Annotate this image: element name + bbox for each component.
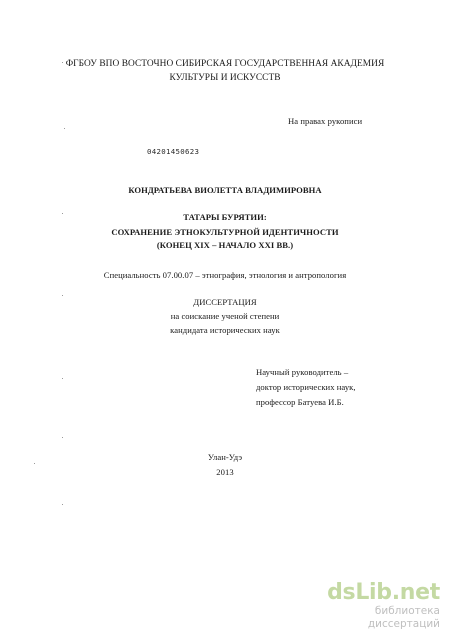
degree-purpose-line-2: кандидата исторических наук: [170, 325, 280, 335]
thesis-title-line-3: (КОНЕЦ XIX – НАЧАЛО XXI ВВ.): [156, 240, 294, 250]
watermark: [318, 581, 440, 631]
watermark-subtitle: библиотека диссертаций: [367, 605, 440, 630]
institution-name-line-1: ФГБОУ ВПО ВОСТОЧНО СИБИРСКАЯ ГОСУДАРСТВЕННАЯ АКАДЕМИЯ: [65, 59, 385, 69]
supervisor-line-3: профессор Батуева И.Б.: [256, 397, 344, 407]
scan-speck: [62, 437, 63, 438]
scan-speck: [62, 378, 63, 379]
dissertation-label: ДИССЕРТАЦИЯ: [193, 297, 257, 307]
thesis-title-line-1: ТАТАРЫ БУРЯТИИ:: [183, 212, 267, 222]
registration-stamp-number: 04201450623: [147, 147, 200, 156]
institution-name-line-2: КУЛЬТУРЫ И ИСКУССТВ: [169, 73, 281, 83]
thesis-title-line-2: СОХРАНЕНИЕ ЭТНОКУЛЬТУРНОЙ ИДЕНТИЧНОСТИ: [111, 227, 339, 237]
scan-speck: [34, 463, 35, 464]
manuscript-note: На правах рукописи: [288, 116, 363, 126]
scan-speck: [62, 504, 63, 505]
supervisor-line-1: Научный руководитель –: [256, 367, 349, 377]
supervisor-line-2: доктор исторических наук,: [256, 382, 356, 392]
publication-year: 2013: [216, 467, 234, 477]
publication-place: Улан-Удэ: [207, 452, 243, 462]
scan-speck: [62, 62, 63, 63]
scan-speck: [64, 128, 65, 129]
scan-speck: [62, 295, 63, 296]
specialty-line: Специальность 07.00.07 – этнография, этнология и антропология: [103, 270, 347, 280]
watermark-brand: dsLib.net: [327, 580, 440, 605]
scan-speck: [62, 213, 63, 214]
author-name: КОНДРАТЬЕВА ВИОЛЕТТА ВЛАДИМИРОВНА: [128, 185, 322, 195]
degree-purpose-line-1: на соискание ученой степени: [170, 311, 280, 321]
